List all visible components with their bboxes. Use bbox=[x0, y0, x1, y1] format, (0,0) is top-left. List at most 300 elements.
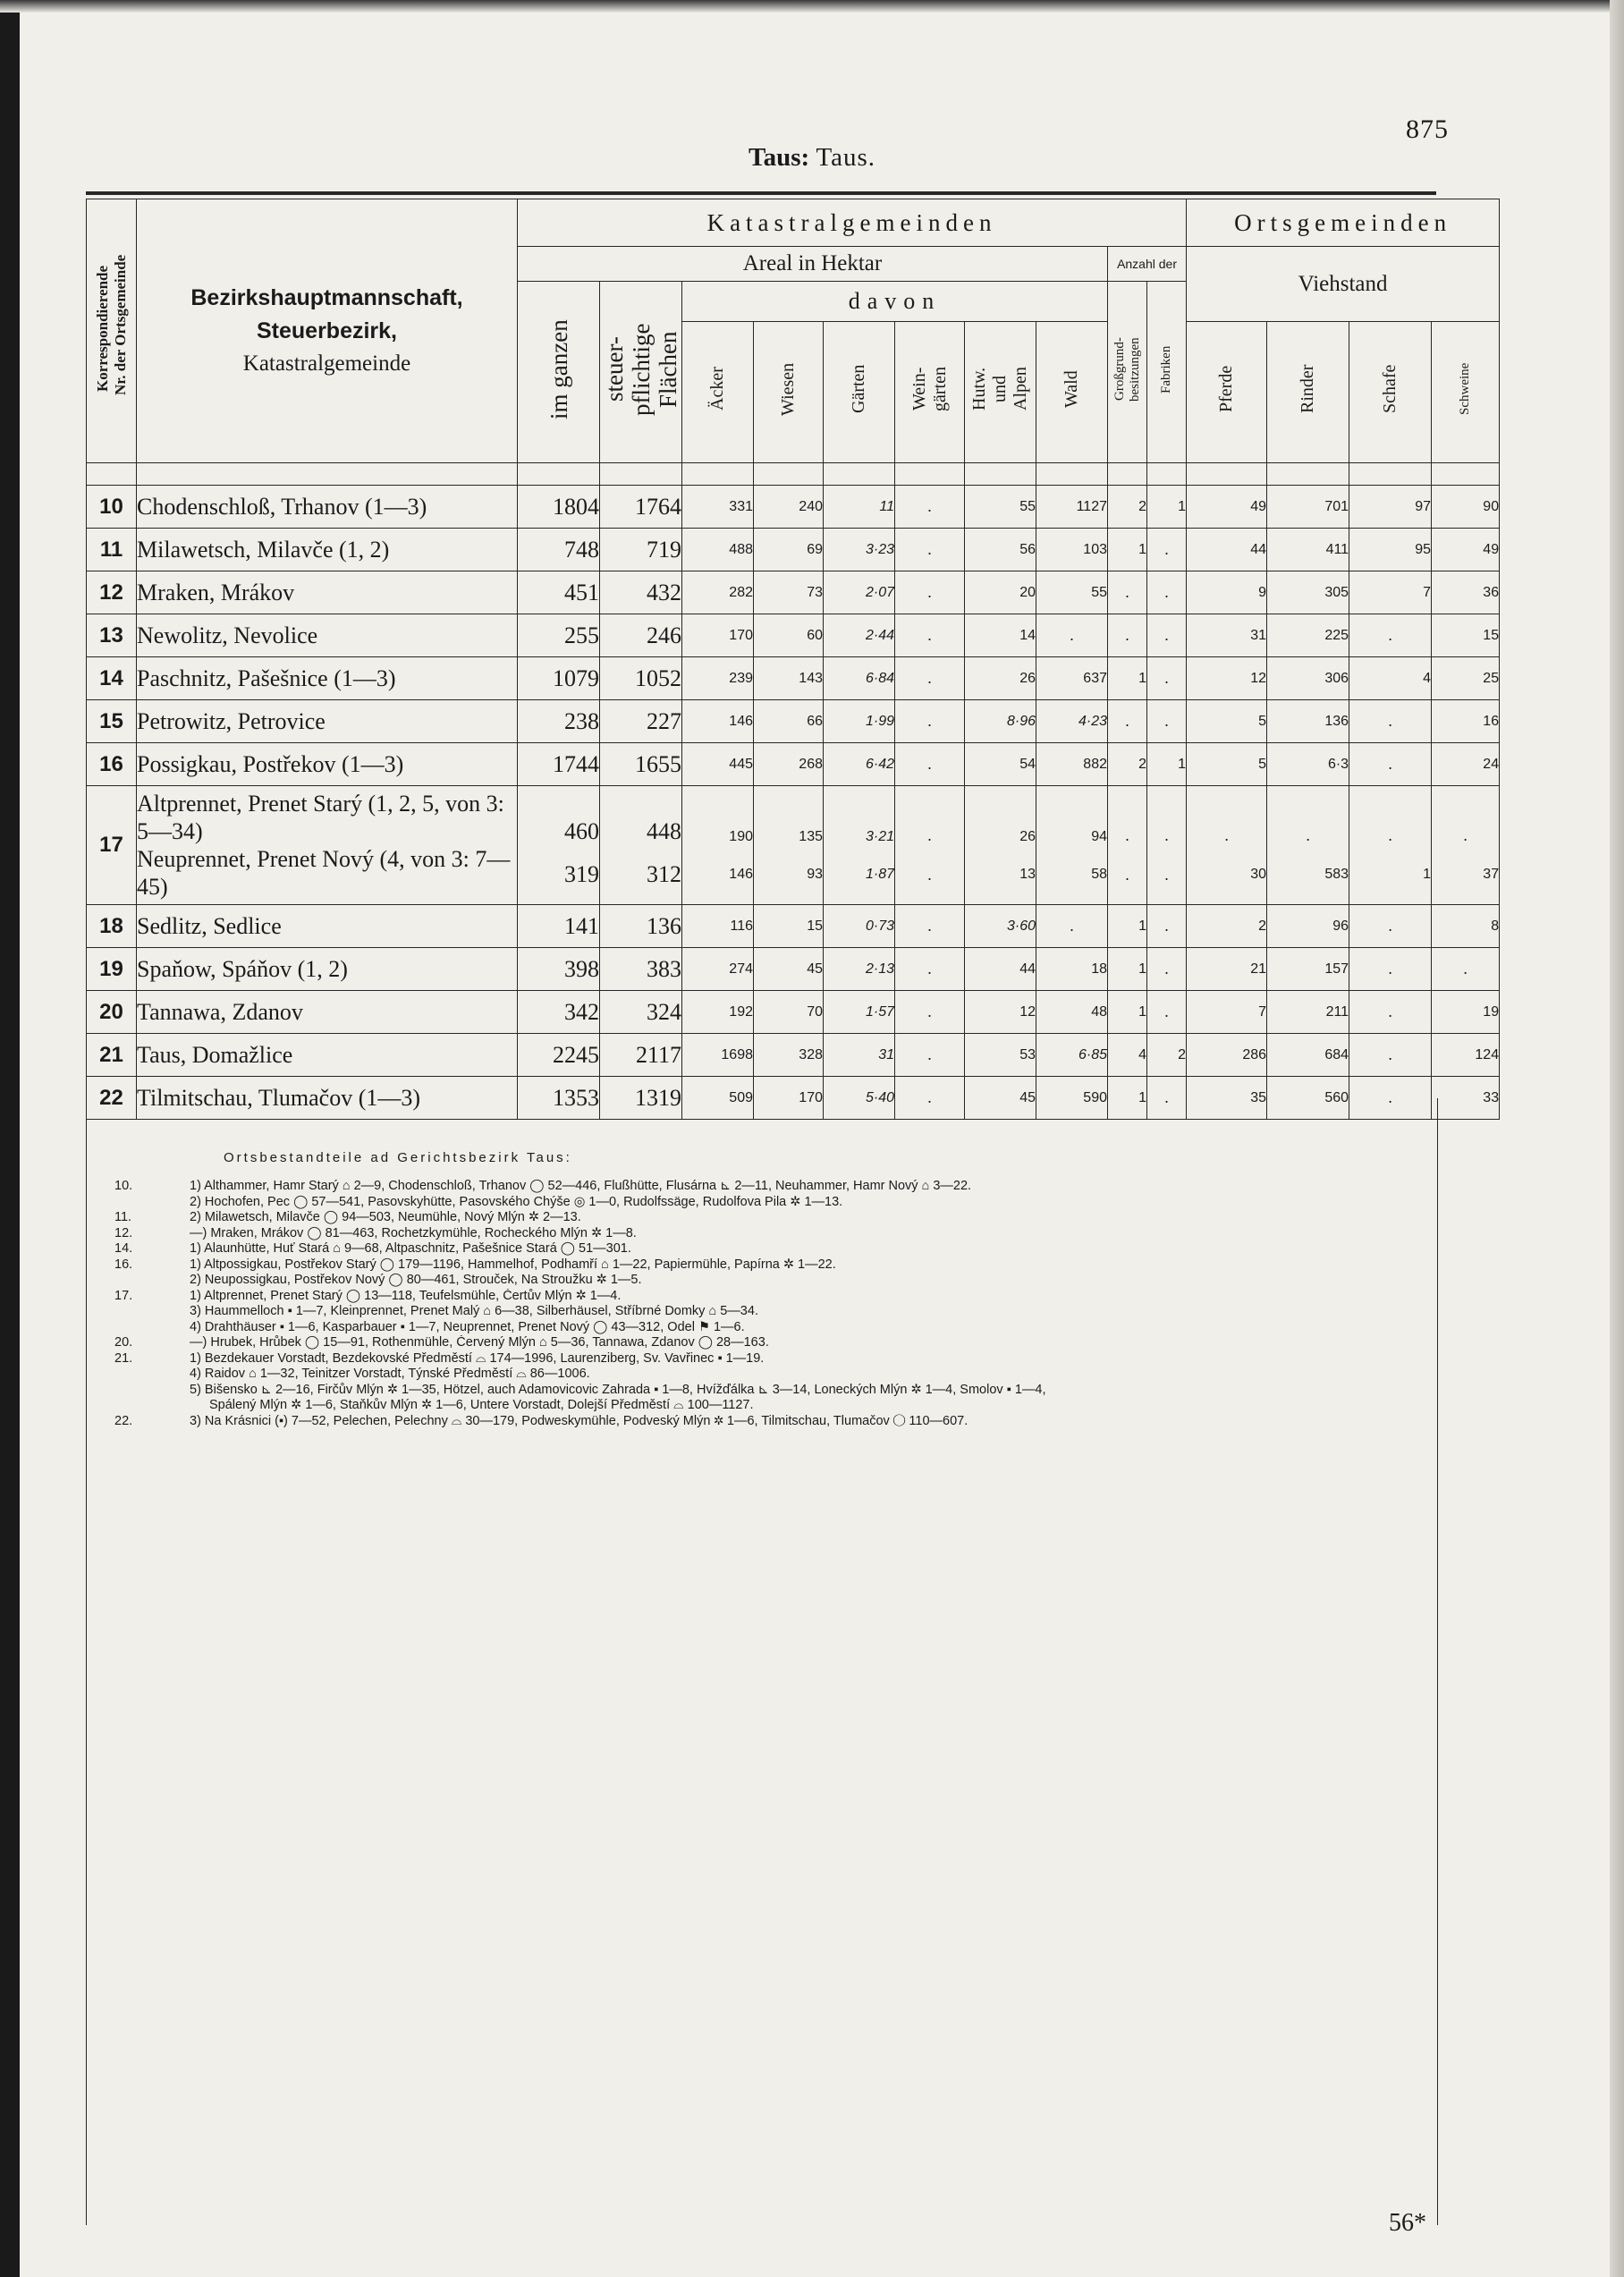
cell-schweine: 25 bbox=[1432, 657, 1500, 700]
footnote-text: 1) Altpossigkau, Postřekov Starý ◯ 179—1196, Hammelhof, Podhamří ⌂ 1—22, Papiermühle, Papírna ✲ 1—22. bbox=[190, 1257, 836, 1272]
header-fabriken: Fabriken bbox=[1147, 282, 1187, 463]
cell-acker: 282 bbox=[682, 571, 754, 614]
header-grossgrund: Großgrund- besitzungen bbox=[1108, 282, 1147, 463]
cell-schweine: 49 bbox=[1432, 529, 1500, 571]
cell-pferde: 44 bbox=[1187, 529, 1267, 571]
table-row bbox=[87, 614, 1500, 657]
cell-acker: 146 bbox=[682, 700, 754, 743]
cell-pferde: 35 bbox=[1187, 1077, 1267, 1120]
cell-wiesen: 93 bbox=[754, 845, 824, 905]
row-number: 20 bbox=[87, 991, 137, 1034]
cell-rinder: 701 bbox=[1267, 486, 1349, 529]
cell-im-ganzen: 319 bbox=[518, 845, 600, 905]
cell-grossgrund: 2 bbox=[1108, 486, 1147, 529]
row-number: 21 bbox=[87, 1034, 137, 1077]
cell-fabriken: . bbox=[1147, 786, 1187, 846]
header-wald: Wald bbox=[1036, 322, 1108, 463]
cell-fabriken: . bbox=[1147, 529, 1187, 571]
cell-hutweiden: 20 bbox=[965, 571, 1036, 614]
cell-wiesen: 15 bbox=[754, 905, 824, 948]
footnote-text: 3) Na Krásnici (▪) 7—52, Pelechen, Pelechny ⌓ 30—179, Podweskymühle, Podveský Mlýn ✲ 1—6, Tilmitschau, Tlumačov ◯ 110—607. bbox=[190, 1413, 968, 1428]
cell-wiesen: 170 bbox=[754, 1077, 824, 1120]
cell-weingaerten: . bbox=[895, 657, 965, 700]
cell-rinder: 96 bbox=[1267, 905, 1349, 948]
cell-gaerten: 11 bbox=[824, 486, 895, 529]
cell-wiesen: 45 bbox=[754, 948, 824, 991]
table-row bbox=[87, 786, 1500, 846]
cell-hutweiden: 26 bbox=[965, 657, 1036, 700]
cell-rinder: 6·3 bbox=[1267, 743, 1349, 786]
scan-top-edge bbox=[0, 0, 1624, 13]
table-row bbox=[87, 1077, 1500, 1120]
row-number: 19 bbox=[87, 948, 137, 991]
cell-gaerten: 6·42 bbox=[824, 743, 895, 786]
cell-wiesen: 268 bbox=[754, 743, 824, 786]
table-row bbox=[87, 571, 1500, 614]
cell-gaerten: 3·23 bbox=[824, 529, 895, 571]
cell-pferde: 30 bbox=[1187, 845, 1267, 905]
header-viehstand: Viehstand bbox=[1187, 247, 1500, 322]
scan-left-edge bbox=[0, 0, 20, 2277]
cell-schafe: . bbox=[1349, 614, 1432, 657]
page-number: 875 bbox=[1406, 114, 1449, 144]
cell-schweine: 36 bbox=[1432, 571, 1500, 614]
row-name bbox=[137, 786, 518, 905]
cell-grossgrund: . bbox=[1108, 845, 1147, 905]
cell-wald: . bbox=[1036, 614, 1108, 657]
cell-im-ganzen: 1079 bbox=[518, 657, 600, 700]
cell-schafe: 4 bbox=[1349, 657, 1432, 700]
footnote-text: —) Mraken, Mrákov ◯ 81—463, Rochetzkymühle, Rocheckého Mlýn ✲ 1—8. bbox=[190, 1225, 637, 1240]
cell-im-ganzen: 451 bbox=[518, 571, 600, 614]
cell-schafe: . bbox=[1349, 786, 1432, 846]
footnote-key: 16. bbox=[114, 1257, 133, 1272]
footnote-text: 2) Neupossigkau, Postřekov Nový ◯ 80—461, Strouček, Na Stroužku ✲ 1—5. bbox=[190, 1273, 642, 1287]
header-korr-label: Korrespondierende Nr. der Ortsgemeinde bbox=[93, 254, 129, 395]
cell-fabriken: . bbox=[1147, 614, 1187, 657]
cell-im-ganzen: 2245 bbox=[518, 1034, 600, 1077]
cell-weingaerten: . bbox=[895, 1077, 965, 1120]
cell-wald: 1127 bbox=[1036, 486, 1108, 529]
cell-acker: 274 bbox=[682, 948, 754, 991]
footnote-line bbox=[114, 1273, 1438, 1289]
cell-gaerten: 0·73 bbox=[824, 905, 895, 948]
cell-steuerpflichtig: 448 bbox=[600, 786, 682, 846]
header-davon: davon bbox=[682, 282, 1108, 322]
cell-pferde: 5 bbox=[1187, 743, 1267, 786]
cell-weingaerten: . bbox=[895, 529, 965, 571]
cell-gaerten: 2·07 bbox=[824, 571, 895, 614]
footnote-key bbox=[114, 1304, 190, 1320]
header-anzahl: Anzahl der bbox=[1108, 247, 1187, 282]
cell-wald: . bbox=[1036, 905, 1108, 948]
cell-wald: 882 bbox=[1036, 743, 1108, 786]
cell-fabriken: . bbox=[1147, 700, 1187, 743]
cell-acker: 190 bbox=[682, 786, 754, 846]
cell-grossgrund: 1 bbox=[1108, 1077, 1147, 1120]
cell-fabriken: 1 bbox=[1147, 743, 1187, 786]
header-schweine: Schweine bbox=[1432, 322, 1500, 463]
table-row bbox=[87, 743, 1500, 786]
cell-pferde: . bbox=[1187, 786, 1267, 846]
cell-hutweiden: 45 bbox=[965, 1077, 1036, 1120]
cell-wiesen: 60 bbox=[754, 614, 824, 657]
running-title-plain: Taus. bbox=[816, 143, 876, 172]
table-row bbox=[87, 657, 1500, 700]
footnote-key bbox=[114, 1398, 190, 1414]
cell-wiesen: 328 bbox=[754, 1034, 824, 1077]
row-number: 11 bbox=[87, 529, 137, 571]
row-number: 22 bbox=[87, 1077, 137, 1120]
footnote-line bbox=[114, 1351, 1438, 1367]
cell-steuerpflichtig: 432 bbox=[600, 571, 682, 614]
table-row bbox=[87, 991, 1500, 1034]
row-name: Paschnitz, Pašešnice (1—3) bbox=[137, 657, 518, 700]
row-name: Spaňow, Spáňov (1, 2) bbox=[137, 948, 518, 991]
cell-grossgrund: 1 bbox=[1108, 905, 1147, 948]
running-title-bold: Taus: bbox=[748, 143, 810, 172]
cell-weingaerten: . bbox=[895, 614, 965, 657]
cell-grossgrund: 1 bbox=[1108, 991, 1147, 1034]
cell-grossgrund: . bbox=[1108, 700, 1147, 743]
cell-schafe: . bbox=[1349, 991, 1432, 1034]
cell-wiesen: 135 bbox=[754, 786, 824, 846]
header-pferde: Pferde bbox=[1187, 322, 1267, 463]
cell-steuerpflichtig: 1655 bbox=[600, 743, 682, 786]
cell-schweine: 37 bbox=[1432, 845, 1500, 905]
cell-rinder: 306 bbox=[1267, 657, 1349, 700]
footnote-text: 4) Drahthäuser ▪ 1—6, Kasparbauer ▪ 1—7, Neuprennet, Prenet Nový ◯ 43—312, Odel ⚑ 1—6. bbox=[190, 1319, 745, 1334]
cell-steuerpflichtig: 227 bbox=[600, 700, 682, 743]
cell-wald: 6·85 bbox=[1036, 1034, 1108, 1077]
cell-im-ganzen: 342 bbox=[518, 991, 600, 1034]
footnote-key: 17. bbox=[114, 1288, 133, 1303]
header-weingaerten: Wein- gärten bbox=[895, 322, 965, 463]
cell-weingaerten: . bbox=[895, 743, 965, 786]
cell-wald: 590 bbox=[1036, 1077, 1108, 1120]
cell-wald: 637 bbox=[1036, 657, 1108, 700]
cell-grossgrund: 1 bbox=[1108, 529, 1147, 571]
cell-schafe: . bbox=[1349, 905, 1432, 948]
cell-pferde: 5 bbox=[1187, 700, 1267, 743]
cell-im-ganzen: 748 bbox=[518, 529, 600, 571]
table-row bbox=[87, 1034, 1500, 1077]
cell-pferde: 12 bbox=[1187, 657, 1267, 700]
cell-schweine: . bbox=[1432, 948, 1500, 991]
cell-schafe: . bbox=[1349, 1034, 1432, 1077]
table-row bbox=[87, 905, 1500, 948]
signature-mark: 56* bbox=[1389, 2209, 1426, 2237]
cell-wald: 4·23 bbox=[1036, 700, 1108, 743]
table-row bbox=[87, 529, 1500, 571]
cell-schweine: . bbox=[1432, 786, 1500, 846]
cell-grossgrund: 1 bbox=[1108, 657, 1147, 700]
footnotes-title: Ortsbestandteile ad Gerichtsbezirk Taus: bbox=[224, 1150, 572, 1165]
cell-acker: 116 bbox=[682, 905, 754, 948]
table-row bbox=[87, 948, 1500, 991]
cell-fabriken: . bbox=[1147, 948, 1187, 991]
cell-grossgrund: . bbox=[1108, 786, 1147, 846]
cell-steuerpflichtig: 324 bbox=[600, 991, 682, 1034]
cell-weingaerten: . bbox=[895, 991, 965, 1034]
table-header bbox=[87, 199, 1500, 463]
footnote-line bbox=[114, 1195, 1438, 1211]
cell-gaerten: 1·57 bbox=[824, 991, 895, 1034]
cell-gaerten: 1·99 bbox=[824, 700, 895, 743]
footnote-line bbox=[114, 1179, 1438, 1195]
cell-acker: 509 bbox=[682, 1077, 754, 1120]
statistics-table bbox=[86, 199, 1500, 1120]
footnote-key: 10. bbox=[114, 1179, 133, 1193]
footnote-key bbox=[114, 1273, 190, 1289]
footnote-text: 2) Milawetsch, Milavče ◯ 94—503, Neumühle, Nový Mlýn ✲ 2—13. bbox=[190, 1210, 581, 1224]
cell-steuerpflichtig: 1319 bbox=[600, 1077, 682, 1120]
cell-im-ganzen: 255 bbox=[518, 614, 600, 657]
cell-wald: 58 bbox=[1036, 845, 1108, 905]
header-wiesen: Wiesen bbox=[754, 322, 824, 463]
scan-right-edge bbox=[1610, 0, 1624, 2277]
cell-im-ganzen: 1353 bbox=[518, 1077, 600, 1120]
footnote-key bbox=[114, 1320, 190, 1336]
cell-gaerten: 31 bbox=[824, 1034, 895, 1077]
row-name: Tannawa, Zdanov bbox=[137, 991, 518, 1034]
cell-hutweiden: 44 bbox=[965, 948, 1036, 991]
header-bez-line1: Bezirkshauptmannschaft, bbox=[190, 285, 463, 310]
row-number: 12 bbox=[87, 571, 137, 614]
cell-rinder: 305 bbox=[1267, 571, 1349, 614]
cell-rinder: 211 bbox=[1267, 991, 1349, 1034]
header-bez-line3: Katastralgemeinde bbox=[242, 351, 411, 376]
cell-gaerten: 2·13 bbox=[824, 948, 895, 991]
row-name-part: Neuprennet, Prenet Nový (4, von 3: 7—45) bbox=[137, 846, 511, 900]
cell-gaerten: 1·87 bbox=[824, 845, 895, 905]
cell-pferde: 2 bbox=[1187, 905, 1267, 948]
cell-steuerpflichtig: 719 bbox=[600, 529, 682, 571]
footnote-key: 14. bbox=[114, 1241, 133, 1256]
cell-rinder: 583 bbox=[1267, 845, 1349, 905]
footnote-key: 11. bbox=[114, 1210, 132, 1224]
cell-gaerten: 6·84 bbox=[824, 657, 895, 700]
cell-weingaerten: . bbox=[895, 571, 965, 614]
footnote-key: 12. bbox=[114, 1225, 133, 1240]
cell-wald: 94 bbox=[1036, 786, 1108, 846]
cell-weingaerten: . bbox=[895, 486, 965, 529]
header-steuerpflichtig: steuer- pflichtige Flächen bbox=[600, 282, 682, 463]
cell-grossgrund: 1 bbox=[1108, 948, 1147, 991]
cell-steuerpflichtig: 2117 bbox=[600, 1034, 682, 1077]
cell-hutweiden: 55 bbox=[965, 486, 1036, 529]
row-number: 17 bbox=[87, 786, 137, 905]
footnote-line bbox=[114, 1320, 1438, 1336]
cell-fabriken: . bbox=[1147, 571, 1187, 614]
cell-hutweiden: 12 bbox=[965, 991, 1036, 1034]
cell-fabriken: 1 bbox=[1147, 486, 1187, 529]
cell-steuerpflichtig: 1052 bbox=[600, 657, 682, 700]
footnote-line bbox=[114, 1226, 1438, 1242]
cell-rinder: 411 bbox=[1267, 529, 1349, 571]
cell-fabriken: . bbox=[1147, 905, 1187, 948]
cell-hutweiden: 26 bbox=[965, 786, 1036, 846]
cell-schweine: 15 bbox=[1432, 614, 1500, 657]
cell-weingaerten: . bbox=[895, 845, 965, 905]
cell-schweine: 124 bbox=[1432, 1034, 1500, 1077]
row-number: 10 bbox=[87, 486, 137, 529]
footnote-text: Spálený Mlýn ✲ 1—6, Staňkův Mlýn ✲ 1—6, Untere Vorstadt, Dolejší Předměstí ⌓ 100—1127. bbox=[209, 1398, 754, 1412]
cell-grossgrund: 2 bbox=[1108, 743, 1147, 786]
footnote-line bbox=[114, 1257, 1438, 1274]
cell-im-ganzen: 238 bbox=[518, 700, 600, 743]
footnote-line bbox=[114, 1367, 1438, 1383]
cell-schafe: . bbox=[1349, 700, 1432, 743]
footnote-line bbox=[114, 1210, 1438, 1226]
running-title bbox=[0, 143, 1624, 173]
cell-gaerten: 2·44 bbox=[824, 614, 895, 657]
cell-weingaerten: . bbox=[895, 905, 965, 948]
cell-hutweiden: 13 bbox=[965, 845, 1036, 905]
cell-wiesen: 73 bbox=[754, 571, 824, 614]
cell-acker: 1698 bbox=[682, 1034, 754, 1077]
footnote-text: 1) Altprennet, Prenet Starý ◯ 13—118, Teufelsmühle, Čertův Mlýn ✲ 1—4. bbox=[190, 1288, 622, 1303]
cell-acker: 192 bbox=[682, 991, 754, 1034]
row-name: Milawetsch, Milavče (1, 2) bbox=[137, 529, 518, 571]
cell-rinder: 225 bbox=[1267, 614, 1349, 657]
footnote-key bbox=[114, 1367, 190, 1383]
footnote-line bbox=[114, 1304, 1438, 1320]
cell-hutweiden: 56 bbox=[965, 529, 1036, 571]
footnote-line bbox=[114, 1398, 1438, 1414]
cell-im-ganzen: 460 bbox=[518, 786, 600, 846]
cell-wiesen: 66 bbox=[754, 700, 824, 743]
row-name-part: Altprennet, Prenet Starý (1, 2, 5, von 3: 5—34) bbox=[137, 791, 504, 844]
cell-schafe: . bbox=[1349, 948, 1432, 991]
cell-schafe: . bbox=[1349, 1077, 1432, 1120]
header-bezirk bbox=[137, 199, 518, 463]
cell-pferde: 9 bbox=[1187, 571, 1267, 614]
footnote-line bbox=[114, 1289, 1438, 1305]
cell-im-ganzen: 1804 bbox=[518, 486, 600, 529]
row-name: Possigkau, Postřekov (1—3) bbox=[137, 743, 518, 786]
header-hutweiden: Hutw. und Alpen bbox=[965, 322, 1036, 463]
footnote-line bbox=[114, 1383, 1438, 1399]
cell-steuerpflichtig: 1764 bbox=[600, 486, 682, 529]
footnote-text: 1) Althammer, Hamr Starý ⌂ 2—9, Chodenschloß, Trhanov ◯ 52—446, Flußhütte, Flusárna ⊾ 2—11, Neuhammer, Hamr Nový ⌂ 3—22. bbox=[190, 1179, 972, 1193]
cell-fabriken: . bbox=[1147, 1077, 1187, 1120]
cell-acker: 331 bbox=[682, 486, 754, 529]
cell-pferde: 7 bbox=[1187, 991, 1267, 1034]
cell-hutweiden: 8·96 bbox=[965, 700, 1036, 743]
header-gaerten: Gärten bbox=[824, 322, 895, 463]
footnote-line bbox=[114, 1414, 1438, 1430]
cell-schweine: 19 bbox=[1432, 991, 1500, 1034]
row-name: Tilmitschau, Tlumačov (1—3) bbox=[137, 1077, 518, 1120]
footnote-key: 22. bbox=[114, 1413, 133, 1428]
footnote-key bbox=[114, 1195, 190, 1211]
footnote-text: 4) Raidov ⌂ 1—32, Teinitzer Vorstadt, Týnské Předměstí ⌓ 86—1006. bbox=[190, 1367, 590, 1381]
table-row bbox=[87, 486, 1500, 529]
cell-pferde: 49 bbox=[1187, 486, 1267, 529]
cell-pferde: 21 bbox=[1187, 948, 1267, 991]
cell-acker: 239 bbox=[682, 657, 754, 700]
cell-wiesen: 70 bbox=[754, 991, 824, 1034]
cell-weingaerten: . bbox=[895, 786, 965, 846]
cell-schweine: 33 bbox=[1432, 1077, 1500, 1120]
cell-gaerten: 3·21 bbox=[824, 786, 895, 846]
cell-schweine: 90 bbox=[1432, 486, 1500, 529]
footnote-key: 21. bbox=[114, 1350, 133, 1366]
footnote-key: 20. bbox=[114, 1335, 133, 1350]
cell-rinder: . bbox=[1267, 786, 1349, 846]
cell-rinder: 684 bbox=[1267, 1034, 1349, 1077]
cell-wald: 18 bbox=[1036, 948, 1108, 991]
row-number: 18 bbox=[87, 905, 137, 948]
footnote-text: 5) Bišensko ⊾ 2—16, Firčův Mlýn ✲ 1—35, Hötzel, auch Adamovicovic Zahrada ▪ 1—8, Hvížďálka ⊾ 3—14, Loneckých Mlýn ✲ 1—4, Smolov ▪ 1—4, bbox=[190, 1382, 1046, 1397]
footnote-text: 2) Hochofen, Pec ◯ 57—541, Pasovskyhütte, Pasovského Chýše ◎ 1—0, Rudolfssäge, Rudolfova Pila ✲ 1—13. bbox=[190, 1194, 843, 1209]
header-areal: Areal in Hektar bbox=[518, 247, 1108, 282]
header-acker: Äcker bbox=[682, 322, 754, 463]
cell-wiesen: 69 bbox=[754, 529, 824, 571]
cell-weingaerten: . bbox=[895, 1034, 965, 1077]
cell-wald: 55 bbox=[1036, 571, 1108, 614]
cell-hutweiden: 53 bbox=[965, 1034, 1036, 1077]
cell-grossgrund: . bbox=[1108, 614, 1147, 657]
footnote-line bbox=[114, 1335, 1438, 1351]
footnote-key bbox=[114, 1383, 190, 1399]
footnote-line bbox=[114, 1241, 1438, 1257]
row-number: 15 bbox=[87, 700, 137, 743]
cell-grossgrund: 4 bbox=[1108, 1034, 1147, 1077]
footnote-text: 1) Bezdekauer Vorstadt, Bezdekovské Předměstí ⌓ 174—1996, Laurenziberg, Sv. Vavřinec ▪ 1—19. bbox=[190, 1350, 765, 1366]
cell-wiesen: 240 bbox=[754, 486, 824, 529]
spacer-row bbox=[87, 463, 1500, 486]
cell-pferde: 286 bbox=[1187, 1034, 1267, 1077]
cell-fabriken: . bbox=[1147, 991, 1187, 1034]
cell-pferde: 31 bbox=[1187, 614, 1267, 657]
cell-acker: 146 bbox=[682, 845, 754, 905]
cell-acker: 445 bbox=[682, 743, 754, 786]
cell-fabriken: . bbox=[1147, 845, 1187, 905]
cell-schweine: 8 bbox=[1432, 905, 1500, 948]
row-name: Sedlitz, Sedlice bbox=[137, 905, 518, 948]
cell-schweine: 24 bbox=[1432, 743, 1500, 786]
header-schafe: Schafe bbox=[1349, 322, 1432, 463]
cell-fabriken: 2 bbox=[1147, 1034, 1187, 1077]
cell-steuerpflichtig: 383 bbox=[600, 948, 682, 991]
table-row bbox=[87, 700, 1500, 743]
cell-im-ganzen: 1744 bbox=[518, 743, 600, 786]
cell-hutweiden: 3·60 bbox=[965, 905, 1036, 948]
row-number: 16 bbox=[87, 743, 137, 786]
footnote-text: 1) Alaunhütte, Huť Stará ⌂ 9—68, Altpaschnitz, Pašešnice Stará ◯ 51—301. bbox=[190, 1241, 631, 1256]
cell-rinder: 136 bbox=[1267, 700, 1349, 743]
cell-schweine: 16 bbox=[1432, 700, 1500, 743]
cell-wiesen: 143 bbox=[754, 657, 824, 700]
table-body bbox=[87, 463, 1500, 1120]
cell-acker: 170 bbox=[682, 614, 754, 657]
row-name: Newolitz, Nevolice bbox=[137, 614, 518, 657]
cell-wald: 48 bbox=[1036, 991, 1108, 1034]
header-rinder: Rinder bbox=[1267, 322, 1349, 463]
cell-schafe: . bbox=[1349, 743, 1432, 786]
cell-fabriken: . bbox=[1147, 657, 1187, 700]
footnote-text: —) Hrubek, Hrůbek ◯ 15—91, Rothenmühle, Červený Mlýn ⌂ 5—36, Tannawa, Zdanov ◯ 28—163. bbox=[190, 1335, 769, 1350]
header-korr bbox=[87, 199, 137, 463]
cell-rinder: 157 bbox=[1267, 948, 1349, 991]
cell-steuerpflichtig: 136 bbox=[600, 905, 682, 948]
cell-grossgrund: . bbox=[1108, 571, 1147, 614]
table-top-rule bbox=[86, 191, 1436, 195]
row-name: Mraken, Mrákov bbox=[137, 571, 518, 614]
row-name: Chodenschloß, Trhanov (1—3) bbox=[137, 486, 518, 529]
